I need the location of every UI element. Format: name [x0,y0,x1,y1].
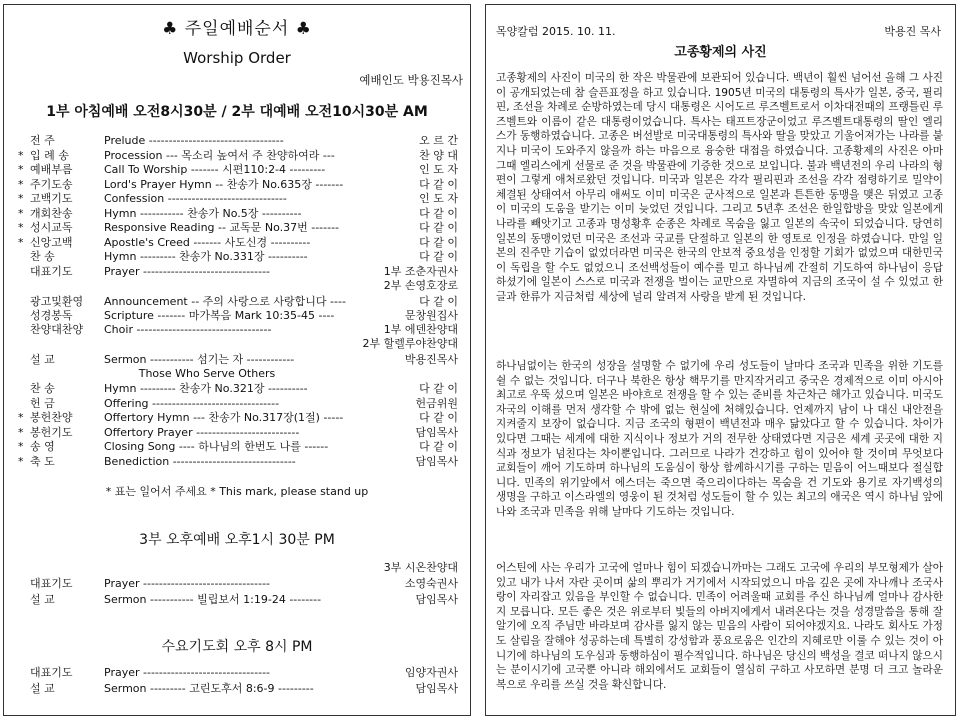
row-korean: 신앙고백 [30,235,73,249]
row-person: 오 르 간 [419,134,458,147]
row-korean: 대표기도 [30,264,73,278]
row-korean: 성경봉독 [30,309,73,322]
sermon-subtitle: Those Who Serve Others [138,367,276,380]
row-english: Sermon ----------- 섬기는 자 ------------ [104,353,295,366]
row-korean: 봉헌기도 [30,425,73,439]
row-person: 인 도 자 [419,163,458,176]
row-english: Hymn --------- 찬송가 No.331장 ---------- [104,250,308,263]
order-row [4,134,470,147]
order-row [4,236,470,249]
row-english: Sermon --------- 고린도후서 8:6-9 --------- [104,682,314,695]
row-person: 헌금위원 [415,396,458,410]
row-person: 다 같 이 [419,206,458,220]
row-person: 다 같 이 [419,250,458,263]
row-korean: 설 교 [30,353,55,366]
row-korean: 대표기도 [30,577,73,590]
row-english: Prayer -------------------------------- [104,577,271,590]
order-row [4,207,470,220]
row-star: * [18,177,24,191]
row-english: Procession --- 목소리 높여서 주 찬양하여라 --- [104,148,335,162]
row-person: 인 도 자 [419,192,458,205]
row-korean: 찬 송 [30,250,55,263]
choir-extra: 2부 할렐루야찬양대 [362,337,458,350]
row-person: 담임목사 [415,425,458,439]
row-person: 담임목사 [415,454,458,468]
column-paragraph: 고종황제의 사진이 미국의 한 작은 박물관에 보관되어 있습니다. 백년이 훨씬 넘어선 올해 그 사진이 공개되었는데 참 슬픈표정을 하고 있습니다. 1905년 미국의 대통령의 특사가 일본, 중국, 필리핀, 조선을 차례로 순방하였는데 당시 대통령은 시어도르 루즈벨트로서 이차대전때의 프랭틀린 루즈벨트와 이름이 같은 대통령이었습니다. 특사는 태프트장군이었고 루즈벨트대통령의 딸인 엘리스가 동행하였습니다. 고종은 버선발로 미국대통령의 특사와 딸을 맞았고 기울어져가는 나라를 붙지나 미국이 도와주지 않을까 하는 마음으로 융숭한 대접을 하였습니다. 고종황제의 사진은 아마 그때 엘리스에게 선물로 준 것을 박물관에 기증한 것으로 보입니다. 불과 백년전의 우리 나라의 형편이 그렇게 애처로왔던 것입니다. 미국과 일본은 각각 필리핀과 조선을 각각 점령하기로 밀약이 체결된 상태여서 아무리 애써도 이미 미국은 군사적으로 일본과 튼튼한 동맹을 맺은 뒤였고 고종이 미국의 도움을 받기는 이미 늦었던 것입니다. 그리고 5년후 조선은 한일합방을 맞았 일본에게 나라를 빼앗기고 고종과 명성황후 순종은 차례로 목숨을 잃고 일본의 속국이 되었습니다. 당연히 일본의 동맹이었던 미국은 조선과 국교를 단절하고 일본의 한 영토로 인정을 하였습니다. 만일 일본의 진주만 기습이 없었더라면 미국은 한국의 안보적 중요성을 인정할 기회가 없었으며 대한민국이 독립을 할 수도 없었으니 조선백성들이 예수를 믿고 하나님께 간절히 기도하여 하나님이 응답하셨기에 일본이 스스로 미국과 전쟁을 벌이는 교만으로 자멸하여 지금의 조국이 설 수 있었고 한글과 한류가 지금처럼 세상에 널리 알려져 사랑을 받게 된 것입니다. [496,72,943,303]
row-english: Responsive Reading -- 교독문 No.37번 ------- [104,221,340,234]
row-korean: 설 교 [30,682,55,695]
row-person: 다 같 이 [419,235,458,249]
row-star: * [18,206,24,220]
row-english: Call To Worship ------- 시편110:2-4 --------- [104,163,326,176]
bulletin-subtitle: Worship Order [183,49,291,67]
row-english: Prelude ---------------------------------- [104,134,284,147]
service3-choir: 3부 시온찬양대 [383,561,458,574]
service1-heading: 1부 아침예배 오전8시30분 / 2부 대예배 오전10시30분 AM [46,104,428,120]
order-row [4,221,470,234]
row-person: 1부 조춘자권사 [383,264,458,278]
row-star: * [18,221,24,234]
order-row [4,382,470,395]
service3-heading: 3부 오후예배 오후1시 30분 PM [139,532,335,548]
order-row [4,577,470,590]
row-korean: 축 도 [30,454,55,468]
row-star: * [18,440,24,453]
row-english: Sermon ----------- 빌립보서 1:19-24 -------- [104,593,322,606]
row-korean: 봉헌찬양 [30,411,73,424]
row-korean: 개회찬송 [30,206,73,220]
order-row [4,192,470,205]
order-row [4,149,470,162]
order-row [4,682,470,695]
order-row [4,265,470,278]
order-row [4,426,470,439]
row-korean: 주기도송 [30,177,73,191]
row-person: 다 같 이 [419,440,458,453]
column-paragraph: 하나님없이는 한국의 성장을 설명할 수 없기에 우리 성도들이 날마다 조국과 민족을 위한 기도를 쉴 수 없는 것입니다. 더구나 북한은 항상 핵무기를 만지작거리고 중국은 경제적으로 이미 아시아최고로 우뚝 섰으며 일본은 바야흐로 전쟁을 할 수 있는 준비를 차근차근 해가고 있습니다. 미국도 자국의 이해를 먼저 생각할 수 밖에 없는 현실에 처해있습니다. 언제까지 남이 나 대신 내안전을 지켜줄지 보장이 없습니다. 지금 조국의 형편이 백년전과 매우 닮았다고 할 수 있습니다. 차이가 있다면 그때는 세계에 대한 지식이나 정보가 거의 전무한 상태였다면 지금은 세계 곳곳에 대한 지식과 정보가 넘친다는 차이뿐입니다. 그러므로 나라가 건강하고 힘이 있어야 할 것이며 무엇보다 교회들이 깨어 기도하며 하나님의 도움심이 항상 함께하시기를 구하는 믿음이 어느때보다 절실합니다. 민족의 위기앞에서 에스더는 죽으면 죽으리이다하는 목숨을 건 기도와 용기로 자기백성의 생명을 구하고 이스라엘의 영웅이 된 것처럼 성도들이 할 수 있는 최고의 애국은 역시 하나님 앞에 나와 조국과 민족을 위해 날마다 기도하는 것입니다. [496,360,943,518]
row-person: 담임목사 [415,593,458,606]
row-star: * [18,425,24,439]
row-person: 임양자권사 [404,666,458,679]
order-row [4,295,470,308]
row-star: * [18,454,24,468]
row-korean: 설 교 [30,593,55,606]
officiant: 예배인도 박용진목사 [359,73,463,87]
order-row [4,593,470,606]
row-korean: 전 주 [30,134,55,147]
order-row [4,455,470,468]
row-english: Lord's Prayer Hymn -- 찬송가 No.635장 ------- [104,177,344,191]
prayer-extra: 2부 손영호장로 [383,279,458,292]
row-person: 1부 에덴찬양대 [383,323,458,336]
row-star: * [18,411,24,424]
row-korean: 고백기도 [30,192,73,205]
row-person: 찬 양 대 [419,148,458,162]
sermon-row [4,353,470,366]
row-person: 다 같 이 [419,295,458,308]
row-korean: 대표기도 [30,666,73,679]
row-english: Prayer -------------------------------- [104,666,271,679]
row-english: Hymn --------- 찬송가 No.321장 ---------- [104,382,308,395]
row-star: * [18,192,24,205]
order-row [4,163,470,176]
row-person: 다 같 이 [419,177,458,191]
row-korean: 입 례 송 [30,148,69,162]
order-row [4,323,470,336]
worship-order-page [3,4,471,716]
order-row [4,411,470,424]
row-star: * [18,235,24,249]
row-korean: 찬양대찬양 [30,323,84,336]
row-english: Closing Song ---- 하나님의 한번도 나를 ------ [104,440,329,453]
order-row [4,666,470,679]
order-row [4,309,470,322]
pastor-column-page [485,4,956,716]
column-header-date: 목양칼럼 2015. 10. 11. [496,25,616,38]
row-korean: 찬 송 [30,382,55,395]
row-person: 다 같 이 [419,382,458,395]
row-english: Confession ------------------------------ [104,192,287,205]
row-person: 담임목사 [415,682,458,695]
column-title: 고종황제의 사진 [674,45,767,60]
bulletin-title: ♣ 주일예배순서 ♣ [162,19,312,39]
row-person: 다 같 이 [419,411,458,424]
row-english: Benediction ------------------------------- [104,454,296,468]
row-english: Prayer -------------------------------- [104,264,271,278]
row-korean: 광고및환영 [30,295,84,308]
stand-note: * 표는 일어서 주세요 * This mark, please stand up [105,485,369,498]
order-row [4,250,470,263]
row-person: 박용진목사 [404,353,458,366]
row-english: Offering -------------------------------- [104,396,280,410]
order-row [4,178,470,191]
column-paragraph: 어스틴에 사는 우리가 고국에 얼마나 힘이 되겠습니까마는 그래도 고국에 우리의 부모형제가 살아있고 내가 나서 자란 곳이며 삶의 뿌리가 거기에서 시작되었으니 마음 깊은 곳에 자나깨나 조국사랑이 자리잡고 있음을 부인할 수 없습니다. 민족이 어려울때 교회를 주신 하나님께 얼마나 감사한지 모릅니다. 모든 좋은 것은 위로부터 빛들의 아버지에게서 내려온다는 것을 성경말씀을 통해 잘 알기에 오직 주님만 바라보며 감사를 잃지 않는 믿음의 사람이 되어야겠지요. 나라도 회사도 가정도 살림을 잘해야 성공하는데 특별히 강성함과 풍요로움은 인간의 지혜로만 이룰 수 있는 것이 아니기에 하나님의 도우심과 동행하심이 필수적입니다. 하나님은 당신의 백성을 결코 떠나지 않으시는 분이시기에 고국뿐 아니라 해외에서도 교회들이 열심히 구하고 사모하면 분명 더 크고 놀라운 복으로 우리를 쓰실 것을 확신합니다. [496,562,943,691]
row-korean: 예배부름 [30,163,73,176]
row-english: Scripture ------- 마가복음 Mark 10:35-45 ---- [104,309,335,322]
row-person: 소영숙권사 [404,577,458,590]
row-person: 문창원집사 [404,309,458,322]
row-korean: 성시교독 [30,221,73,234]
row-english: Choir ---------------------------------- [104,323,272,336]
row-star: * [18,148,24,162]
service4-heading: 수요기도회 오후 8시 PM [161,639,313,655]
column-author: 박용진 목사 [884,25,941,38]
row-english: Hymn ----------- 찬송가 No.5장 ---------- [104,206,302,220]
row-person: 다 같 이 [419,221,458,234]
order-row [4,440,470,453]
row-english: Announcement -- 주의 사랑으로 사랑합니다 ---- [104,295,346,308]
row-korean: 헌 금 [30,396,55,410]
row-star: * [18,163,24,176]
row-korean: 송 영 [30,440,55,453]
order-row [4,397,470,410]
row-english: Offertory Prayer -------------------------- [104,425,300,439]
row-english: Offertory Hymn --- 찬송가 No.317장(1절) ----- [104,411,344,424]
row-english: Apostle's Creed ------- 사도신경 ---------- [104,235,311,249]
